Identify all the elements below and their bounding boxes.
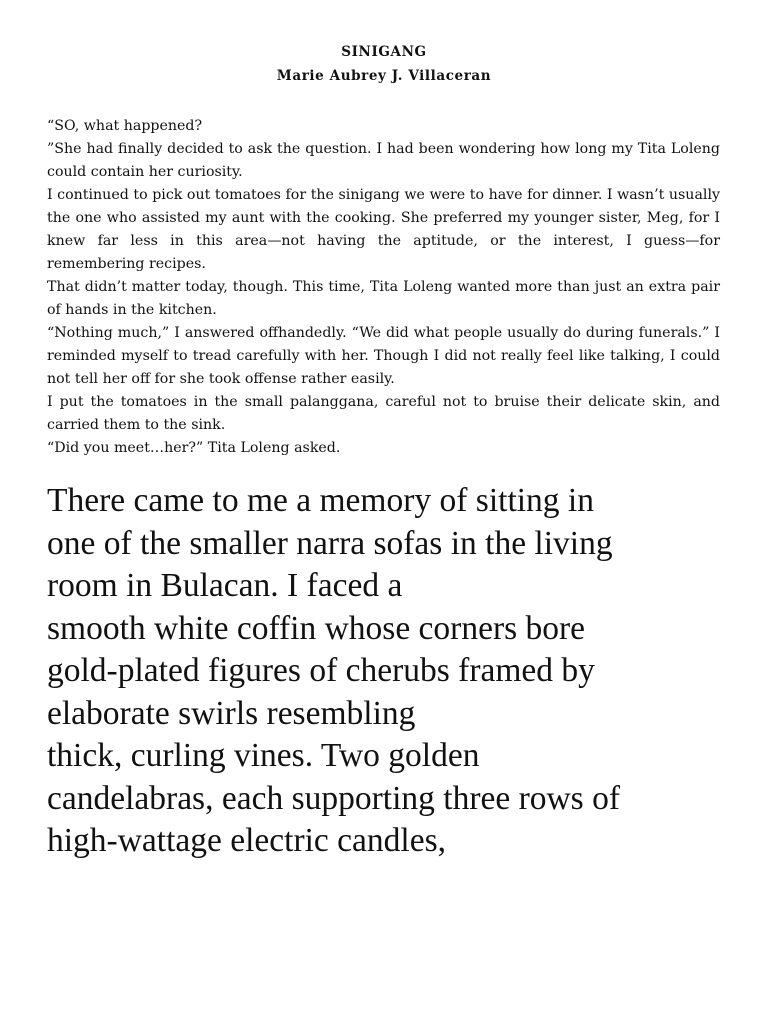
paragraph: I continued to pick out tomatoes for the sinigang we were to have for dinner. I wasn’t usually the one who assisted my aunt with the cooking. She preferred my younger sister, Meg, for I knew far less in this area—not having the aptitude, or the interest, I guess—for remembering recipes. xyxy=(47,187,720,272)
text-line: one of the smaller narra sofas in the living xyxy=(47,524,613,562)
text-line: high-wattage electric candles, xyxy=(47,822,447,859)
paragraph: “Nothing much,” I answered offhandedly. “We did what people usually do during funerals.” I reminded myself to tread carefully with her. Though I did not really feel like talking, I could not tell her off for she took offense rather easily. xyxy=(47,325,720,387)
story-title: SINIGANG xyxy=(341,44,427,60)
text-line: thick, curling vines. Two golden xyxy=(47,737,480,774)
text-line: elaborate swirls resembling xyxy=(47,694,416,732)
paragraph: “SO, what happened? xyxy=(47,118,203,134)
text-line: smooth white coffin whose corners bore xyxy=(47,609,586,647)
paragraph: “Did you meet…her?” Tita Loleng asked. xyxy=(47,440,341,456)
text-line: gold-plated figures of cherubs framed by xyxy=(47,652,595,689)
story-body-small xyxy=(47,115,720,460)
text-line: room in Bulacan. I faced a xyxy=(47,567,403,604)
paragraph: I put the tomatoes in the small palanggana, careful not to bruise their delicate skin, and carried them to the sink. xyxy=(47,394,720,433)
text-line: candelabras, each supporting three rows of xyxy=(47,779,621,817)
paragraph: That didn’t matter today, though. This time, Tita Loleng wanted more than just an extra pair of hands in the kitchen. xyxy=(47,279,720,318)
paragraph: ”She had finally decided to ask the question. I had been wondering how long my Tita Loleng could contain her curiosity. xyxy=(47,141,720,180)
text-line: There came to me a memory of sitting in xyxy=(47,482,594,519)
story-author: Marie Aubrey J. Villaceran xyxy=(276,68,492,84)
story-body-large xyxy=(47,480,747,863)
